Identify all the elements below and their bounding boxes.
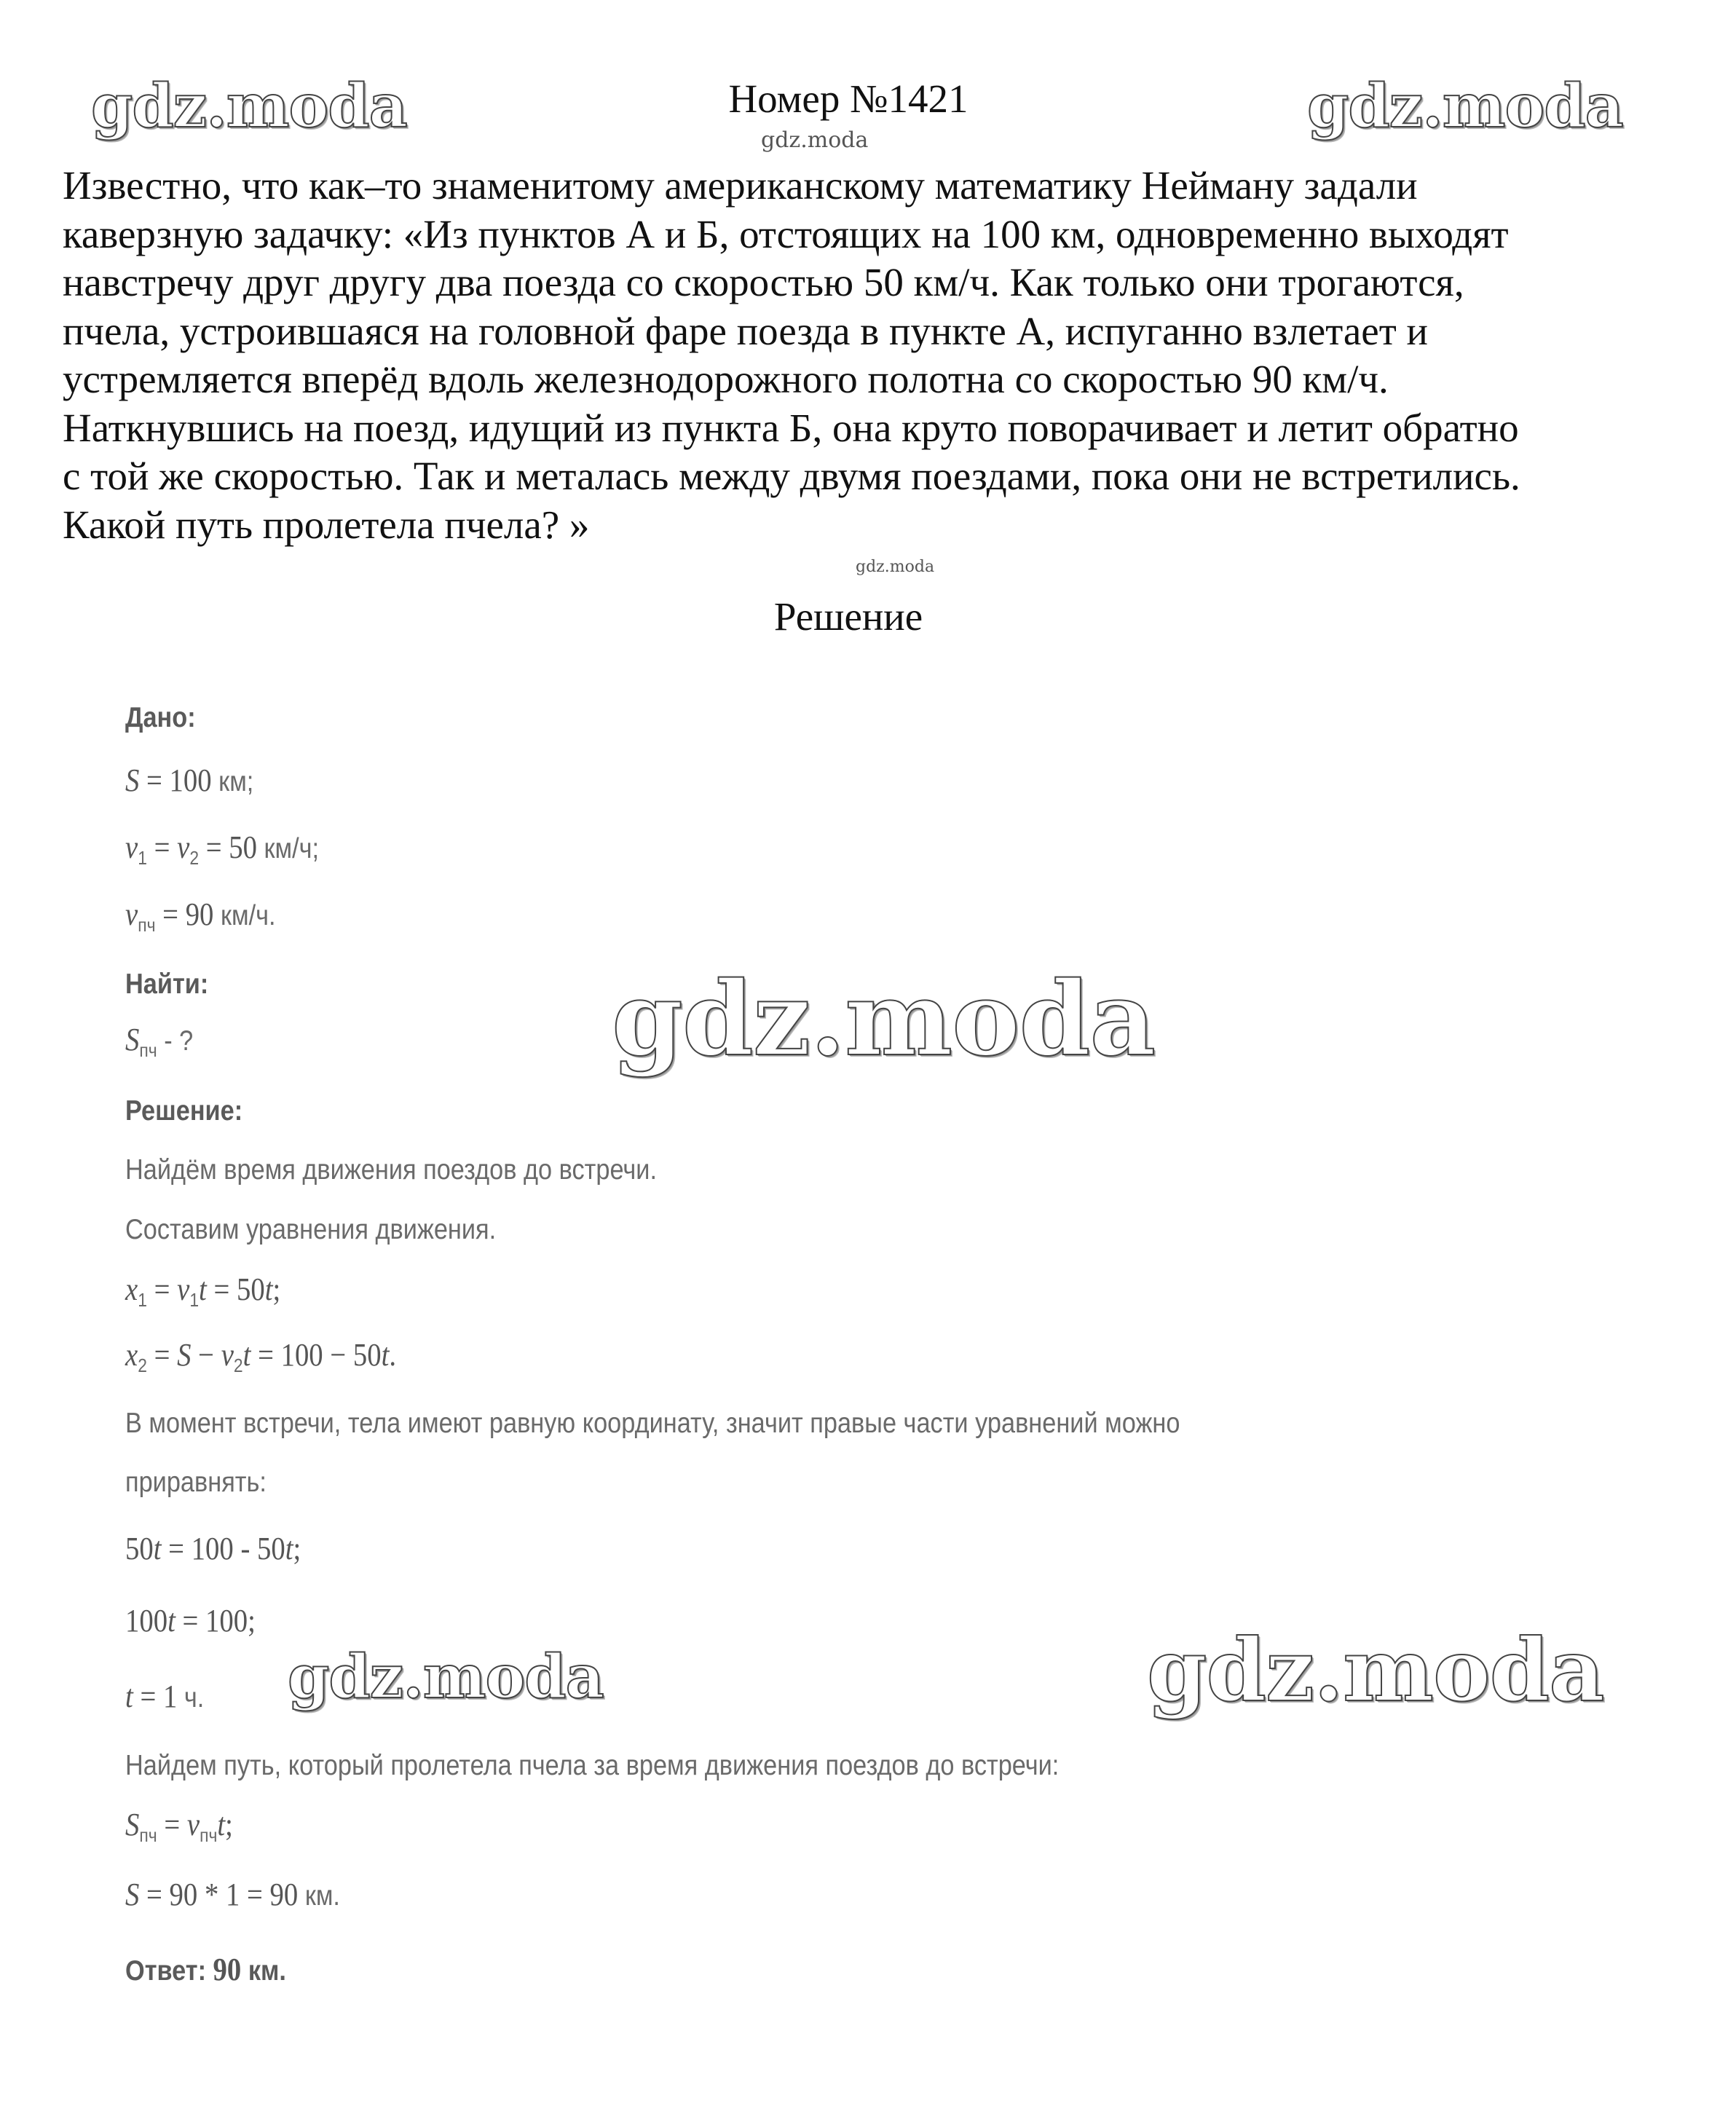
- math-symbol: S: [125, 1022, 140, 1057]
- text-segment: Дано:: [125, 702, 196, 733]
- math-symbol: v: [125, 829, 138, 865]
- solution-heading: Решение: [773, 594, 923, 639]
- text-segment: = 1: [133, 1679, 178, 1714]
- math-symbol: x: [125, 1337, 138, 1373]
- watermark: gdz.moda: [612, 960, 1156, 1079]
- math-symbol: S: [177, 1337, 192, 1373]
- text-segment: Найдём время движения поездов до встречи.: [125, 1154, 657, 1186]
- solution-line: [125, 1211, 496, 1249]
- subscript: 1: [189, 1288, 200, 1311]
- math-symbol: v: [125, 896, 138, 932]
- text-segment: В момент встречи, тела имеют равную координату, значит правые части уравнений можно: [125, 1408, 1180, 1439]
- text-segment: = 100 − 50: [250, 1337, 382, 1373]
- solution-line: [125, 1092, 242, 1130]
- text-segment: =: [146, 1337, 178, 1373]
- problem-line: навстречу друг другу два поезда со скоростью 50 км/ч. Как только они трогаются,: [63, 260, 1464, 304]
- math-symbol: v: [177, 829, 190, 865]
- watermark: gdz.moda: [761, 127, 869, 153]
- subscript: пч: [139, 1038, 157, 1061]
- text-segment: .: [389, 1337, 397, 1373]
- watermark: gdz.moda: [288, 1642, 604, 1712]
- math-symbol: S: [125, 762, 140, 798]
- problem-text: [63, 162, 1520, 549]
- solution-line: [125, 1464, 267, 1502]
- text-segment: =: [146, 1271, 178, 1307]
- solution-line: [125, 1530, 301, 1569]
- subscript: 1: [138, 846, 147, 869]
- solution-line: [125, 1602, 256, 1641]
- text-segment: км.: [298, 1880, 340, 1912]
- text-segment: =: [146, 829, 178, 865]
- problem-line: устремляется вперёд вдоль железнодорожного полотна со скоростью 90 км/ч.: [63, 357, 1389, 401]
- subscript: пч: [200, 1823, 218, 1846]
- text-segment: = 100;: [175, 1603, 256, 1638]
- solution-line: [125, 966, 208, 1003]
- subscript: 2: [233, 1354, 243, 1376]
- page-title: Номер №1421: [728, 76, 968, 121]
- text-segment: Составим уравнения движения.: [125, 1214, 497, 1245]
- problem-line: каверзную задачку: «Из пунктов А и Б, отстоящих на 100 км, одновременно выходят: [63, 211, 1509, 256]
- solution-line: [125, 1951, 286, 1990]
- solution-line: [125, 1151, 657, 1189]
- text-segment: Ответ:: [125, 1955, 213, 1987]
- math-symbol: t: [125, 1679, 133, 1714]
- math-symbol: t: [264, 1271, 273, 1307]
- solution-line: [125, 1806, 233, 1845]
- text-segment: = 90: [155, 896, 214, 932]
- solution-line: [125, 1876, 340, 1915]
- math-symbol: S: [125, 1877, 140, 1912]
- text-segment: км/ч.: [213, 900, 276, 931]
- text-segment: = 90 * 1 = 90: [139, 1877, 299, 1912]
- watermark: gdz.moda: [856, 558, 935, 576]
- solution-line: [125, 762, 253, 801]
- text-segment: =: [157, 1807, 187, 1842]
- text-segment: ;: [293, 1531, 301, 1566]
- text-segment: - ?: [157, 1025, 194, 1057]
- text-segment: ;: [225, 1807, 233, 1842]
- solution-line: [125, 1747, 1059, 1785]
- subscript: 2: [138, 1354, 147, 1376]
- text-segment: = 100 - 50: [161, 1531, 285, 1566]
- math-symbol: v: [221, 1337, 234, 1373]
- math-symbol: v: [177, 1271, 190, 1307]
- solution-line: [125, 1021, 193, 1060]
- text-segment: ;: [272, 1271, 281, 1307]
- solution-line: [125, 1678, 204, 1717]
- math-symbol: t: [285, 1531, 293, 1566]
- math-symbol: S: [125, 1807, 140, 1842]
- text-segment: Найти:: [125, 969, 209, 1000]
- text-segment: км;: [211, 766, 254, 797]
- solution-line: [125, 1336, 396, 1376]
- text-segment: −: [191, 1337, 221, 1373]
- text-segment: 100: [125, 1603, 168, 1638]
- problem-line: пчела, устроившаяся на головной фаре поезда в пункте А, испуганно взлетает и: [63, 308, 1428, 353]
- text-segment: приравнять:: [125, 1467, 267, 1498]
- problem-line: с той же скоростью. Так и металась между двумя поездами, пока они не встретились.: [63, 454, 1520, 498]
- math-symbol: t: [381, 1337, 390, 1373]
- problem-line: Какой путь пролетела пчела? »: [63, 502, 590, 547]
- text-segment: 50: [125, 1531, 154, 1566]
- math-symbol: v: [186, 1807, 200, 1842]
- subscript: 1: [138, 1288, 147, 1311]
- math-symbol: t: [199, 1271, 207, 1307]
- solution-line: [125, 896, 276, 935]
- subscript: пч: [139, 1823, 157, 1846]
- subscript: пч: [138, 913, 156, 936]
- watermark: gdz.moda: [1307, 71, 1623, 141]
- math-symbol: t: [242, 1337, 251, 1373]
- solution-line: [125, 699, 196, 737]
- text-segment: Решение:: [125, 1095, 243, 1127]
- watermark: gdz.moda: [1147, 1620, 1604, 1721]
- solution-line: [125, 829, 319, 868]
- math-symbol: x: [125, 1271, 138, 1307]
- problem-line: Наткнувшись на поезд, идущий из пункта Б, она круто поворачивает и летит обратно: [63, 405, 1519, 450]
- watermark: gdz.moda: [91, 71, 407, 141]
- text-segment: = 50: [206, 1271, 265, 1307]
- math-symbol: t: [217, 1807, 226, 1842]
- text-segment: ч.: [177, 1682, 205, 1713]
- math-symbol: t: [153, 1531, 162, 1566]
- text-segment: = 100: [139, 762, 212, 798]
- text-segment: км/ч;: [256, 833, 320, 864]
- math-symbol: t: [167, 1603, 175, 1638]
- text-segment: Найдем путь, который пролетела пчела за время движения поездов до встречи:: [125, 1750, 1060, 1781]
- text-segment: 90: [213, 1952, 242, 1987]
- solution-line: [125, 1271, 280, 1310]
- text-segment: = 50: [199, 829, 257, 865]
- subscript: 2: [189, 846, 200, 869]
- text-segment: км.: [241, 1955, 286, 1987]
- problem-line: Известно, что как–то знаменитому американскому математику Нейману задали: [63, 163, 1418, 208]
- solution-line: [125, 1405, 1180, 1443]
